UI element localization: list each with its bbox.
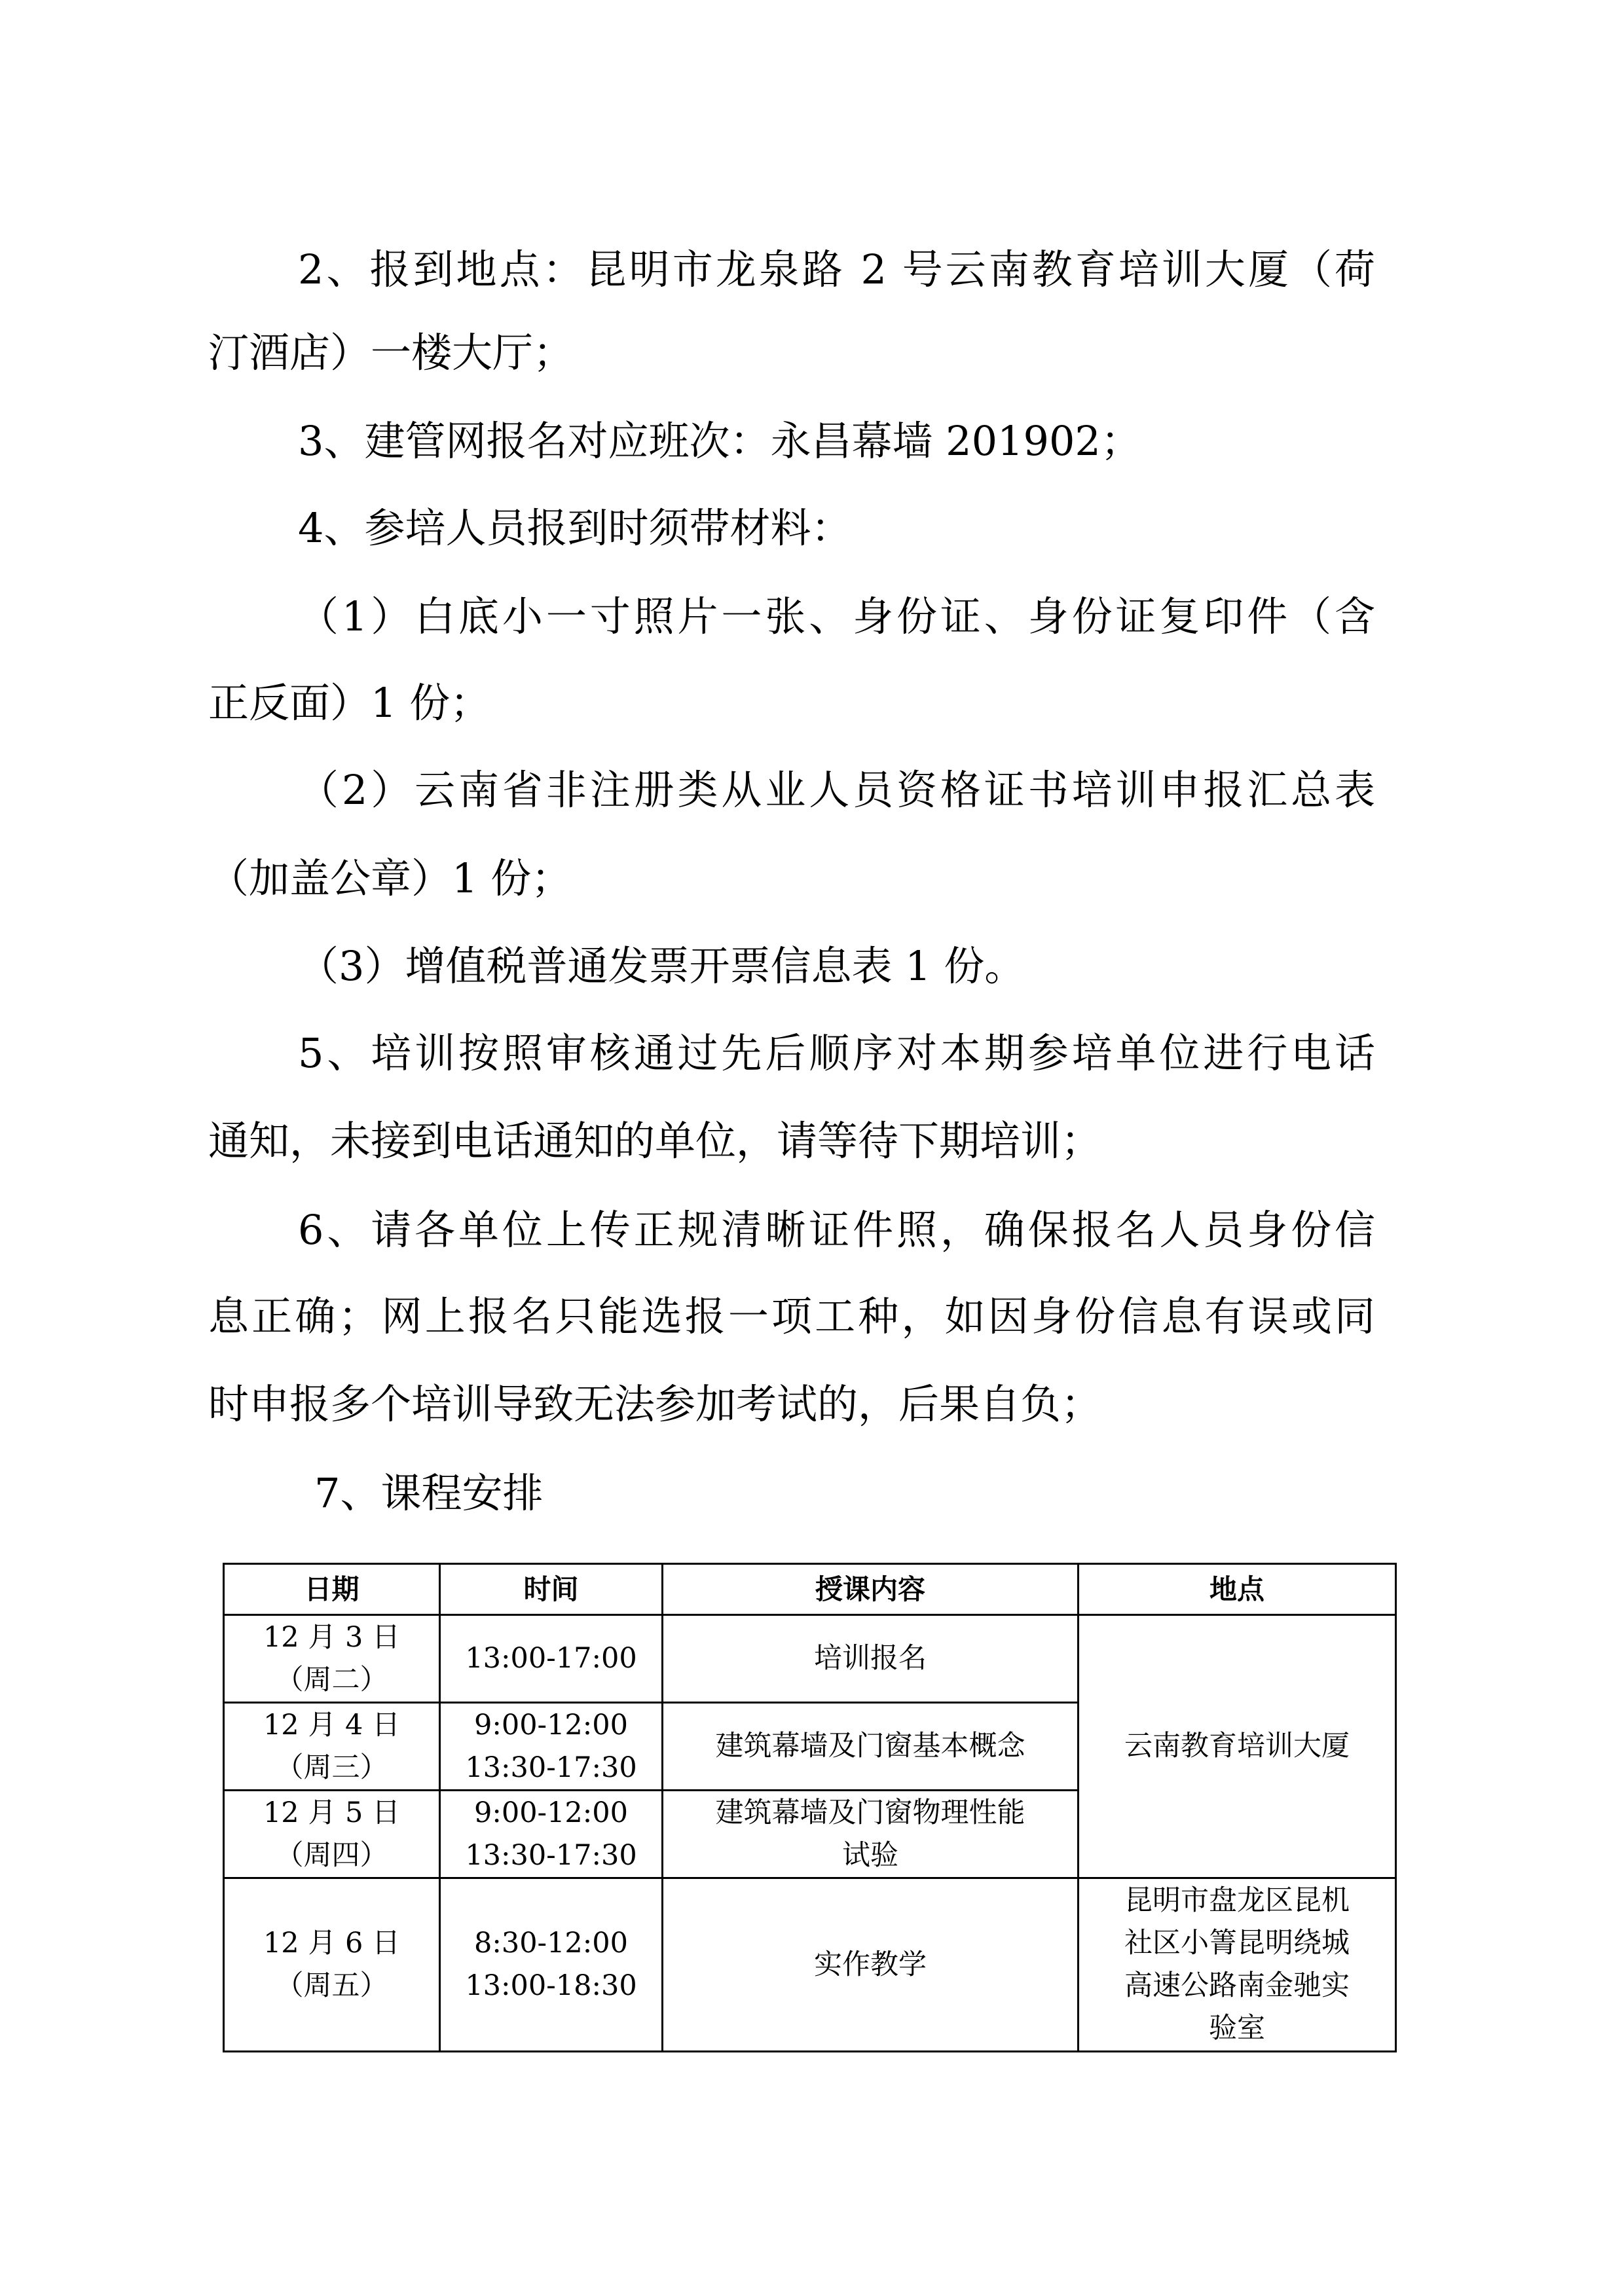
para-4: 4、参培人员报到时须带材料： [298, 504, 852, 552]
weekday-text: （周三） [275, 1751, 388, 1784]
header-content: 授课内容 [663, 1564, 1079, 1615]
time-text: 13:00-18:30 [465, 1969, 637, 2002]
table-header-row [224, 1564, 1396, 1615]
time-text: 9:00-12:00 [473, 1796, 628, 1829]
header-location: 地点 [1079, 1564, 1396, 1615]
content-cell [663, 1878, 1079, 2052]
date-cell [224, 1615, 440, 1703]
content-text: 实作教学 [814, 1948, 927, 1981]
content-cell [663, 1791, 1079, 1878]
para-4-2-line-1: （2）云南省非注册类从业人员资格证书培训申报汇总表 [298, 766, 1375, 814]
time-cell [440, 1791, 663, 1878]
date-cell [224, 1703, 440, 1791]
location-text: 验室 [1209, 2012, 1265, 2045]
date-text: 12 月 6 日 [263, 1927, 401, 1959]
time-cell [440, 1615, 663, 1703]
weekday-text: （周五） [275, 1969, 388, 2002]
content-cell [663, 1703, 1079, 1791]
weekday-text: （周二） [275, 1663, 388, 1696]
para-4-1-line-2: 正反面）1 份； [208, 679, 491, 727]
para-4-2-line-2: （加盖公章）1 份； [208, 854, 572, 902]
time-cell [440, 1703, 663, 1791]
content-cell [663, 1615, 1079, 1703]
time-text: 13:00-17:00 [465, 1642, 637, 1675]
weekday-text: （周四） [275, 1838, 388, 1872]
date-text: 12 月 4 日 [263, 1708, 401, 1741]
location-cell-merged: 云南教育培训大厦 [1079, 1615, 1396, 1878]
para-6-line-1: 6、请各单位上传正规清晰证件照，确保报名人员身份信 [298, 1206, 1375, 1254]
para-4-1-line-1: （1）白底小一寸照片一张、身份证、身份证复印件（含 [298, 592, 1375, 640]
header-date: 日期 [224, 1564, 440, 1615]
table-row [224, 1878, 1396, 2052]
content-text: 建筑幕墙及门窗物理性能 [715, 1796, 1025, 1829]
para-5-line-1: 5、培训按照审核通过先后顺序对本期参培单位进行电话 [298, 1029, 1375, 1077]
location-text: 高速公路南金驰实 [1124, 1969, 1350, 2002]
location-cell [1079, 1878, 1396, 2052]
course-schedule-table [223, 1563, 1397, 2052]
para-3: 3、建管网报名对应班次：永昌幕墙 201902； [298, 417, 1141, 465]
table-row [224, 1615, 1396, 1703]
time-text: 13:30-17:30 [465, 1838, 637, 1872]
content-text: 试验 [842, 1838, 898, 1872]
content-text: 建筑幕墙及门窗基本概念 [715, 1730, 1025, 1762]
date-text: 12 月 5 日 [263, 1796, 401, 1829]
content-text: 培训报名 [814, 1642, 927, 1675]
para-2-line-1: 2、报到地点：昆明市龙泉路 2 号云南教育培训大厦（荷 [298, 246, 1375, 293]
time-cell [440, 1878, 663, 2052]
date-text: 12 月 3 日 [263, 1620, 401, 1654]
location-text: 昆明市盘龙区昆机 [1124, 1884, 1350, 1917]
location-text: 社区小箐昆明绕城 [1124, 1927, 1350, 1959]
para-7-heading: 7、课程安排 [314, 1469, 544, 1517]
time-text: 8:30-12:00 [473, 1927, 628, 1959]
para-5-line-2: 通知，未接到电话通知的单位，请等待下期培训； [208, 1117, 1102, 1165]
time-text: 9:00-12:00 [473, 1708, 628, 1741]
para-6-line-3: 时申报多个培训导致无法参加考试的，后果自负； [208, 1380, 1102, 1428]
date-cell [224, 1878, 440, 2052]
header-time: 时间 [440, 1564, 663, 1615]
para-2-line-2: 汀酒店）一楼大厅； [208, 329, 574, 376]
time-text: 13:30-17:30 [465, 1751, 637, 1784]
date-cell [224, 1791, 440, 1878]
para-6-line-2: 息正确；网上报名只能选报一项工种，如因身份信息有误或同 [208, 1292, 1375, 1340]
para-4-3: （3）增值税普通发票开票信息表 1 份。 [298, 942, 1025, 990]
